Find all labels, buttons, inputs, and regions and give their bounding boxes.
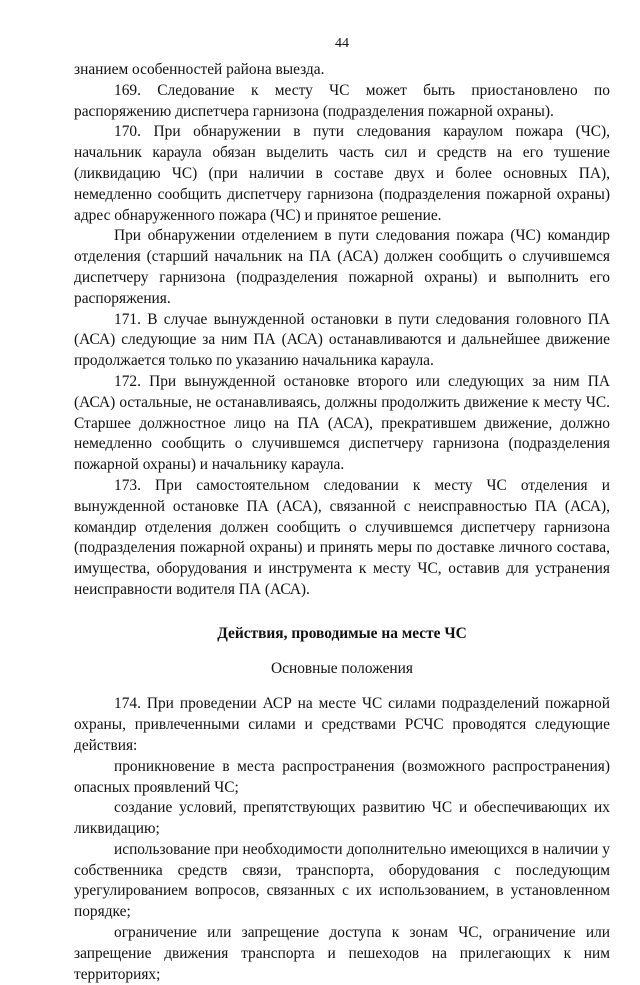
section-heading: Действия, проводимые на месте ЧС bbox=[217, 624, 467, 642]
paragraph: знанием особенностей района выезда. bbox=[74, 61, 325, 78]
paragraph: При обнаружении отделением в пути следования пожара (ЧС) командир отделения (старший начальник на ПА (АСА) должен сообщить о случившемся диспетчеру гарнизона (подразделения пожарной охраны) и выполнить его распоряжения. bbox=[74, 227, 610, 307]
paragraphs-top bbox=[74, 60, 610, 601]
paragraph-169: 169. Следование к месту ЧС может быть приостановлено по распоряжению диспетчера гарнизона (подразделения пожарной охраны). bbox=[74, 81, 610, 120]
list-item: создание условий, препятствующих развитию ЧС и обеспечивающих их ликвидацию; bbox=[74, 799, 610, 838]
document-body bbox=[74, 60, 610, 985]
paragraph-174: 174. При проведении АСР на месте ЧС силами подразделений пожарной охраны, привлеченными силами и средствами РСЧС проводятся следующие действия: bbox=[74, 695, 610, 754]
list-item: проникновение в места распространения (возможного распространения) опасных проявлений ЧС; bbox=[74, 757, 610, 796]
paragraphs-bottom bbox=[74, 694, 610, 985]
paragraph-173: 173. При самостоятельном следовании к месту ЧС отделения и вынужденной остановке ПА (АСА), связанной с неисправностью ПА (АСА), командир отделения должен сообщить о случившемся диспетчеру гарнизона (подразделения пожарной охраны) и принять меры по доставке личного состава, имущества, оборудования и инструмента к месту ЧС, оставив для устранения неисправности водителя ПА (АСА). bbox=[74, 476, 610, 598]
paragraph-171: 171. В случае вынужденной остановки в пути следования головного ПА (АСА) следующие за ним ПА (АСА) останавливаются и дальнейшее движение продолжается только по указанию начальника караула. bbox=[74, 310, 610, 370]
paragraph-170: 170. При обнаружении в пути следования караулом пожара (ЧС), начальник караула обязан выделить часть сил и средств на его тушение (ликвидацию ЧС) (при наличии в составе двух и более основных ПА), немедленно сообщить диспетчеру гарнизона (подразделения пожарной охраны) адрес обнаруженного пожара (ЧС) и принятое решение. bbox=[74, 123, 610, 224]
list-item: использование при необходимости дополнительно имеющихся в наличии у собственника средств связи, транспорта, оборудования с последующим урегулированием вопросов, связанных с их использованием, в установленном порядке; bbox=[74, 840, 610, 921]
paragraph-172: 172. При вынужденной остановке второго или следующих за ним ПА (АСА) остальные, не останавливаясь, должны продолжить движение к месту ЧС. Старшее должностное лицо на ПА (АСА), прекратившем движение, должно немедленно сообщить о случившемся диспетчеру гарнизона (подразделения пожарной охраны) и начальнику караула. bbox=[74, 372, 610, 474]
section-subheading: Основные положения bbox=[271, 659, 413, 677]
list-item: ограничение или запрещение доступа к зонам ЧС, ограничение или запрещение движения транспорта и пешеходов на прилегающих к ним территориях; bbox=[74, 924, 610, 983]
page-number: 44 bbox=[335, 36, 349, 51]
